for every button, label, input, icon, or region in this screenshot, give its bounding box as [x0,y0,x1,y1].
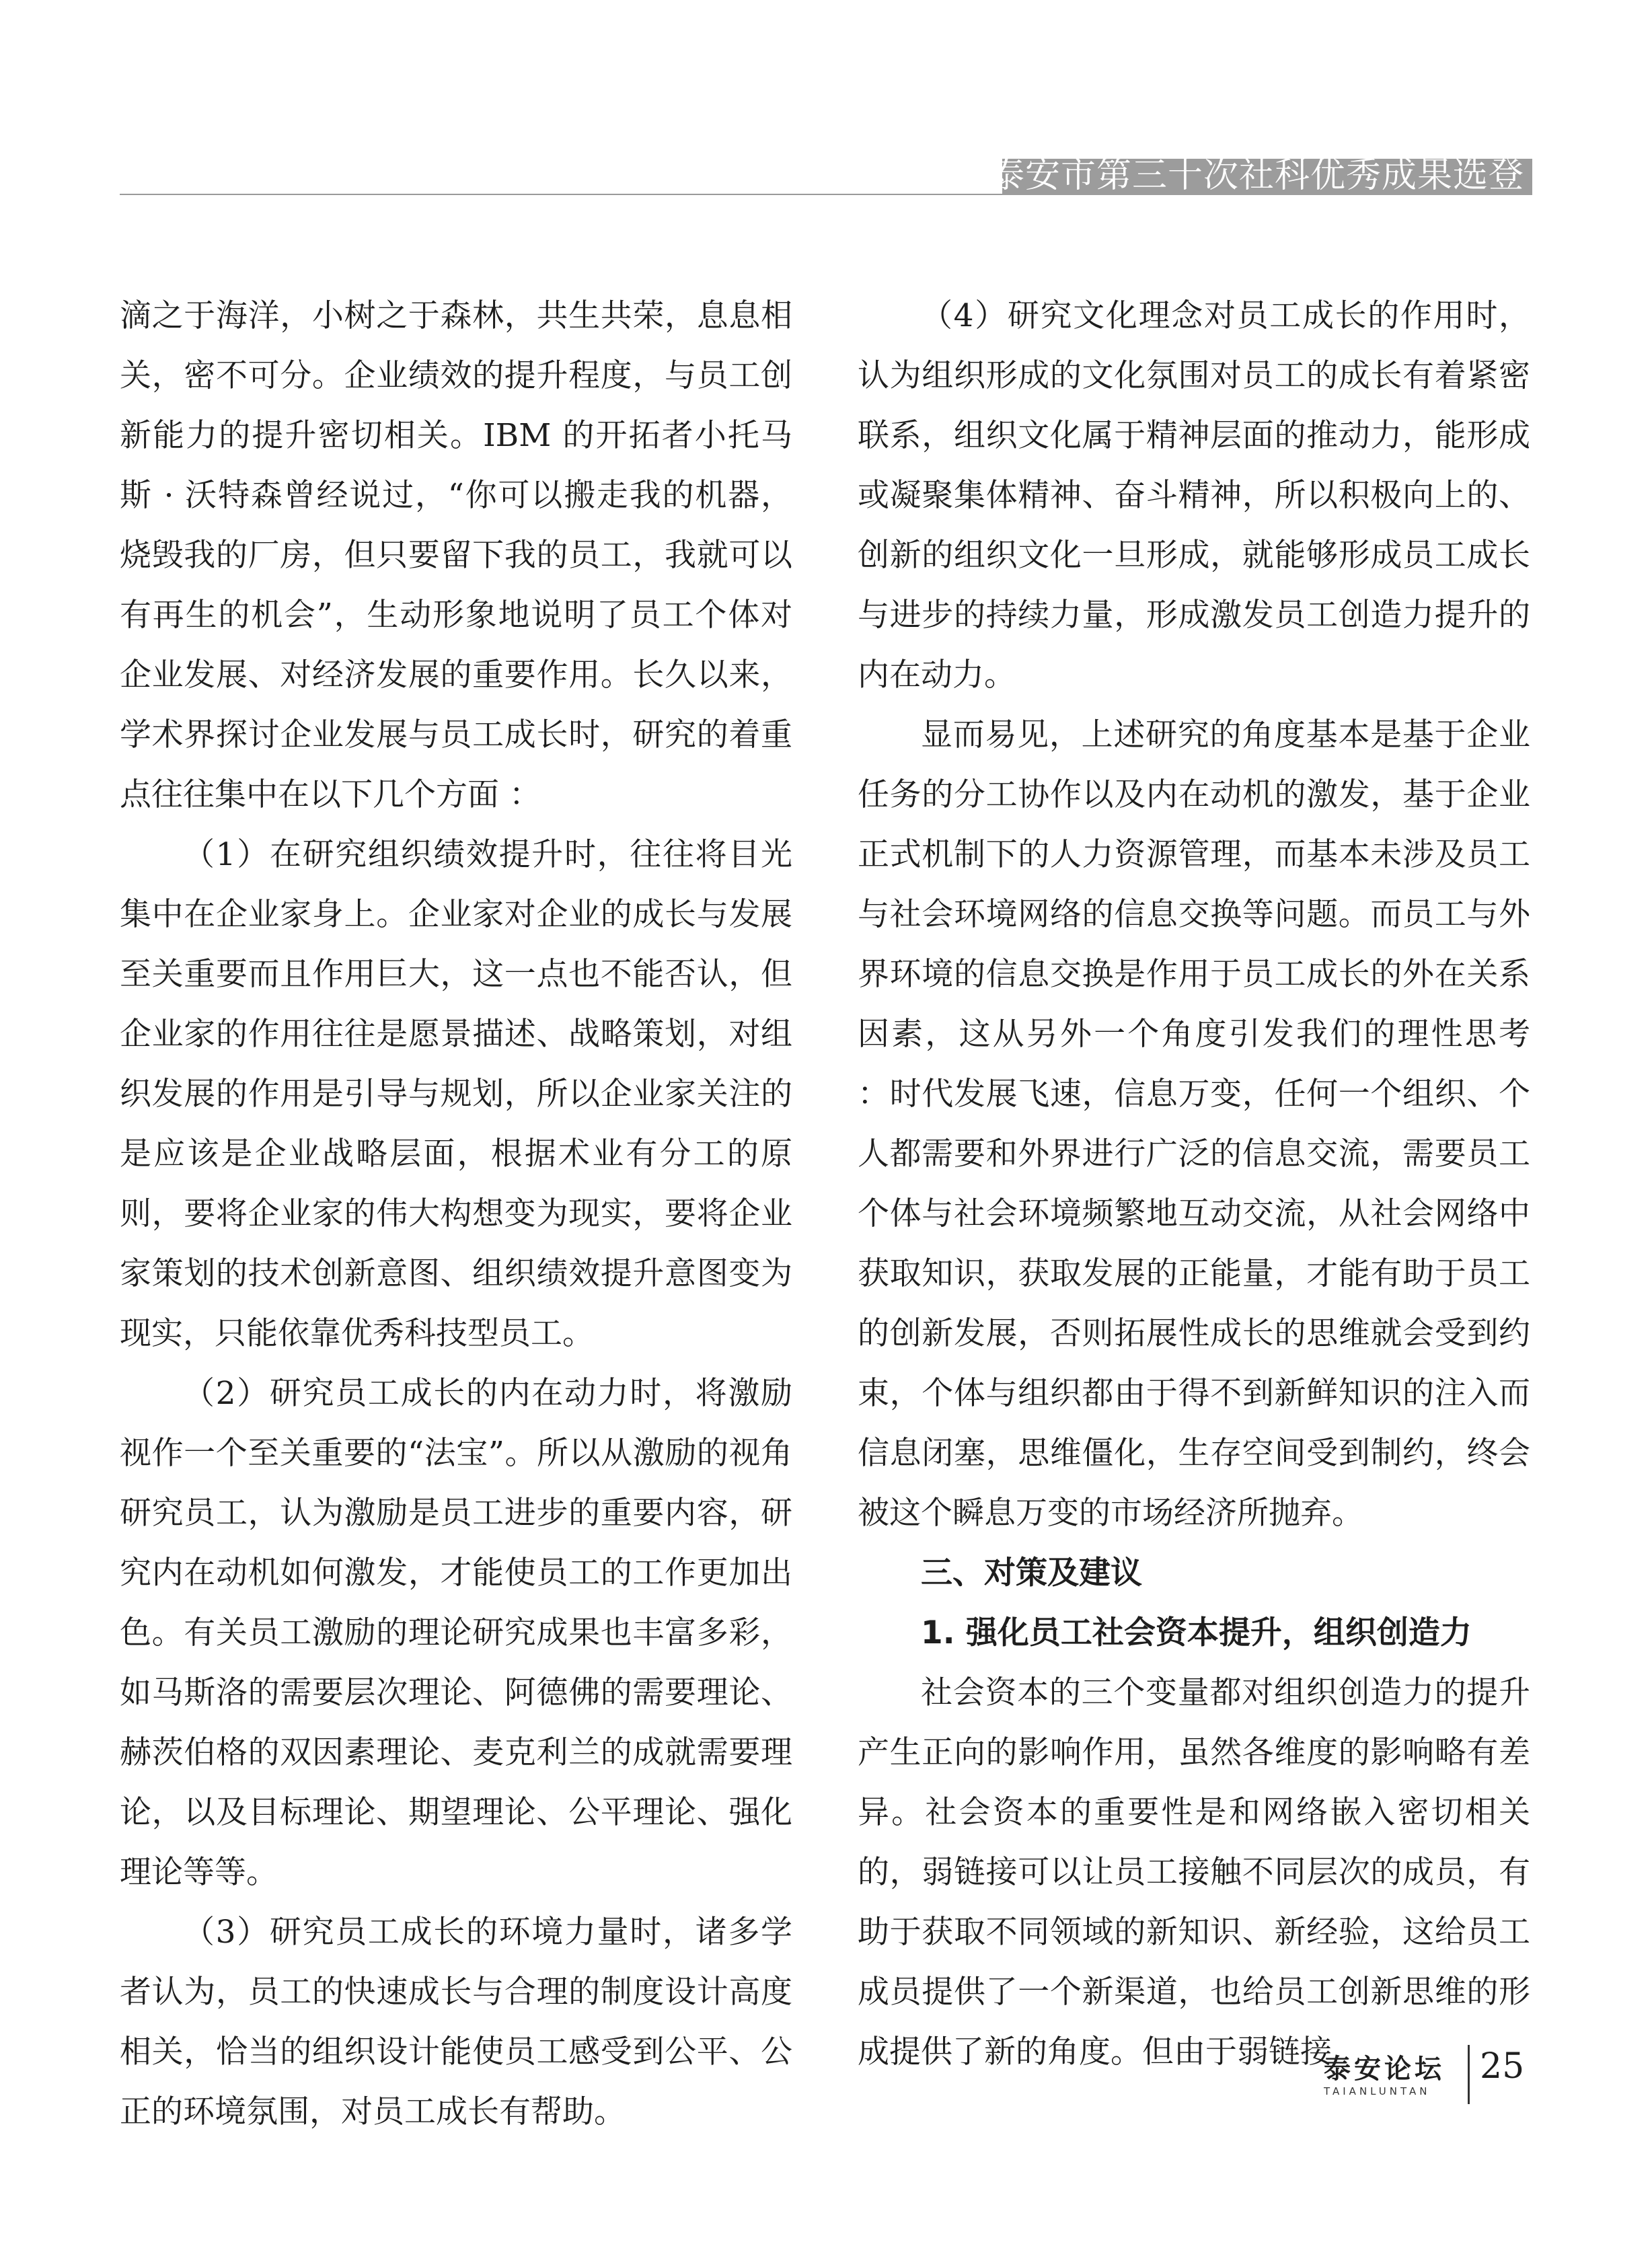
paragraph-continued: 滴之于海洋，小树之于森林，共生共荣，息息相关，密不可分。企业绩效的提升程度，与员工创新能力的提升密切相关。IBM 的开拓者小托马斯 · 沃特森曾经说过，“你可以搬走我的机器，烧毁我的厂房，但只要留下我的员工，我就可以有再生的机会”，生动形象地说明了员工个体对企业发展、对经济发展的重要作用。长久以来，学术界探讨企业发展与员工成长时，研究的着重点往往集中在以下几个方面 ： [120,297,792,813]
journal-brand-pinyin: TAIANLUNTAN [1324,2085,1431,2097]
paragraph: 社会资本的三个变量都对组织创造力的提升产生正向的影响作用，虽然各维度的影响略有差异。社会资本的重要性是和网络嵌入密切相关的，弱链接可以让员工接触不同层次的成员，有助于获取不同领域的新知识、新经验，这给员工成员提供了一个新渠道，也给员工创新思维的形成提供了新的角度。但由于弱链接 [858,1674,1530,2070]
paragraph: 显而易见，上述研究的角度基本是基于企业任务的分工协作以及内在动机的激发，基于企业正式机制下的人力资源管理，而基本未涉及员工与社会环境网络的信息交换等问题。而员工与外界环境的信息交换是作用于员工成长的外在关系因素，这从另外一个角度引发我们的理性思考 ：时代发展飞速，信息万变，任何一个组织、个人都需要和外界进行广泛的信息交流，需要员工个体与社会环境频繁地互动交流，从社会网络中获取知识，获取发展的正能量，才能有助于员工的创新发展，否则拓展性成长的思维就会受到约束，个体与组织都由于得不到新鲜知识的注入而信息闭塞，思维僵化，生存空间受到制约，终会被这个瞬息万变的市场经济所抛弃。 [858,716,1530,1532]
right-column [858,286,1530,2082]
paragraph: （3）研究员工成长的环境力量时，诸多学者认为，员工的快速成长与合理的制度设计高度相关，恰当的组织设计能使员工感受到公平、公正的环境氛围，对员工成长有帮助。 [120,1914,792,2130]
footer-divider [1468,2045,1470,2104]
paragraph: （4）研究文化理念对员工成长的作用时，认为组织形成的文化氛围对员工的成长有着紧密联系，组织文化属于精神层面的推动力，能形成或凝聚集体精神、奋斗精神，所以积极向上的、创新的组织文化一旦形成，就能够形成员工成长与进步的持续力量，形成激发员工创造力提升的内在动力。 [858,297,1530,694]
page-footer [1318,2042,1534,2123]
left-column [120,286,792,2142]
paragraph: （1）在研究组织绩效提升时，往往将目光集中在企业家身上。企业家对企业的成长与发展至关重要而且作用巨大，这一点也不能否认，但企业家的作用往往是愿景描述、战略策划，对组织发展的作用是引导与规划，所以企业家关注的是应该是企业战略层面，根据术业有分工的原则，要将企业家的伟大构想变为现实，要将企业家策划的技术创新意图、组织绩效提升意图变为现实，只能依靠优秀科技型员工。 [120,836,792,1352]
paragraph: （2）研究员工成长的内在动力时，将激励视作一个至关重要的“法宝”。所以从激励的视角研究员工，认为激励是员工进步的重要内容，研究内在动机如何激发，才能使员工的工作更加出色。有关员工激励的理论研究成果也丰富多彩，如马斯洛的需要层次理论、阿德佛的需要理论、赫茨伯格的双因素理论、麦克利兰的成就需要理论，以及目标理论、期望理论、公平理论、强化理论等等。 [120,1375,792,1891]
journal-brand: 泰安论坛 [1324,2054,1445,2085]
page-number: 25 [1480,2046,1525,2087]
subsection-heading: 1. 强化员工社会资本提升，组织创造力 [921,1614,1472,1651]
running-header-title: 泰安市第三十次社科优秀成果选登 [989,155,1524,196]
section-heading: 三、对策及建议 [921,1555,1142,1592]
